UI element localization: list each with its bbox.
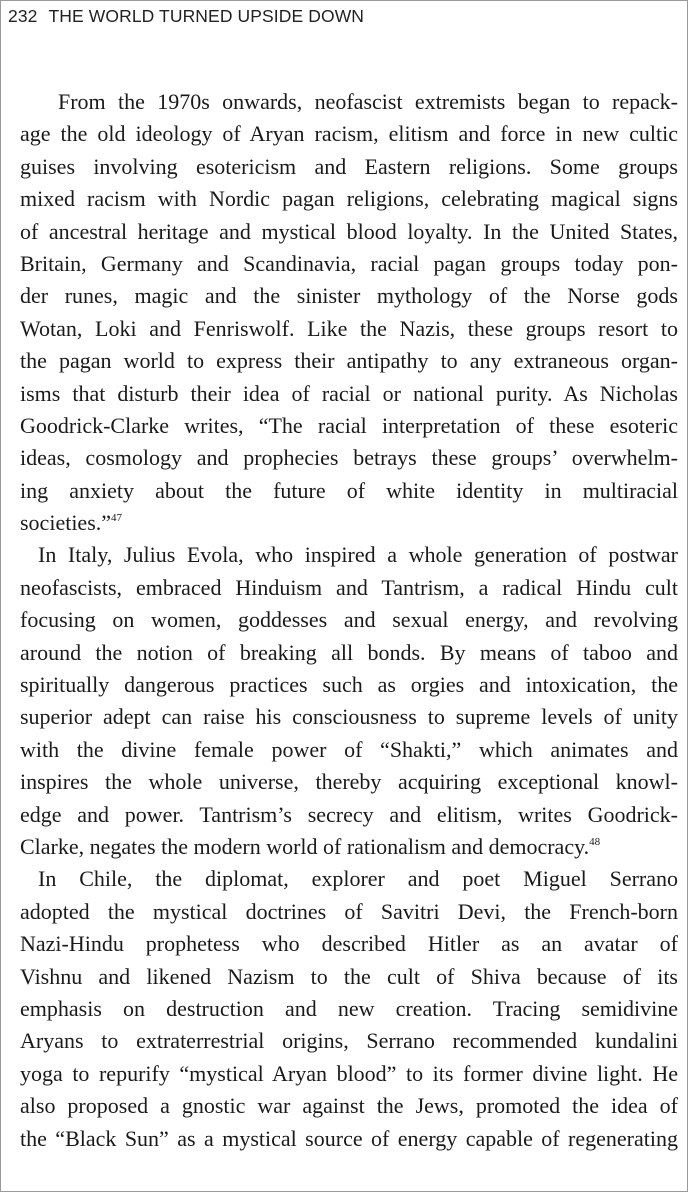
text-line: the pagan world to express their antipathy to any extraneous organ- (20, 348, 678, 374)
paragraph-1 (20, 86, 678, 539)
text-line: edge and power. Tantrism’s secrecy and elitism, writes Goodrick- (20, 801, 678, 827)
text-line: Clarke, negates the modern world of rationalism and democracy. (20, 833, 590, 859)
text-line: yoga to repurify “mystical Aryan blood” to its former divine light. He (20, 1060, 678, 1086)
text-line: emphasis on destruction and new creation. Tracing semidivine (20, 995, 678, 1021)
text-line: mixed racism with Nordic pagan religions, celebrating magical signs (20, 186, 678, 212)
text-line: with the divine female power of “Shakti,” which animates and (20, 736, 678, 762)
text-line: ideas, cosmology and prophecies betrays these groups’ overwhelm- (20, 445, 678, 471)
page-number: 232 (8, 6, 38, 26)
text-line: around the notion of breaking all bonds. By means of taboo and (20, 639, 678, 665)
text-line: Vishnu and likened Nazism to the cult of Shiva because of its (20, 963, 678, 989)
text-line: In Chile, the diplomat, explorer and poet Miguel Serrano (38, 866, 678, 892)
text-line: focusing on women, goddesses and sexual energy, and revolving (20, 607, 678, 633)
paragraph-3 (20, 863, 678, 1155)
text-line-last (20, 831, 678, 863)
text-line-last (20, 507, 678, 539)
text-line: adopted the mystical doctrines of Savitri Devi, the French-born (20, 898, 678, 924)
text-line: also proposed a gnostic war against the Jews, promoted the idea of (20, 1093, 678, 1119)
footnote-ref-48[interactable]: 48 (589, 835, 601, 848)
text-line: From the 1970s onwards, neofascist extremists began to repack- (58, 89, 678, 114)
text-line: Goodrick-Clarke writes, “The racial interpretation of these esoteric (20, 412, 678, 438)
running-head (8, 6, 364, 27)
running-head-title: THE WORLD TURNED UPSIDE DOWN (48, 6, 365, 26)
text-line: Wotan, Loki and Fenriswolf. Like the Nazis, these groups resort to (20, 315, 678, 341)
text-line: age the old ideology of Aryan racism, elitism and force in new cultic (20, 121, 678, 147)
text-line: Aryans to extraterrestrial origins, Serrano recommended kundalini (20, 1028, 678, 1054)
paragraph-2 (20, 539, 678, 863)
text-line: In Italy, Julius Evola, who inspired a whole generation of postwar (38, 542, 678, 568)
text-line: of ancestral heritage and mystical blood loyalty. In the United States, (20, 218, 678, 244)
text-line: guises involving esotericism and Eastern religions. Some groups (20, 153, 678, 179)
body-text (20, 86, 678, 1155)
footnote-ref-47[interactable]: 47 (111, 512, 123, 525)
text-line: Nazi-Hindu prophetess who described Hitler as an avatar of (20, 931, 678, 957)
text-line: ing anxiety about the future of white identity in multiracial (20, 477, 678, 503)
text-line: neofascists, embraced Hinduism and Tantrism, a radical Hindu cult (20, 574, 678, 600)
text-line: spiritually dangerous practices such as orgies and intoxication, the (20, 672, 678, 698)
text-line: the “Black Sun” as a mystical source of energy capable of regenerating (20, 1125, 678, 1151)
text-line: societies.” (20, 510, 112, 536)
text-line: isms that disturb their idea of racial or national purity. As Nicholas (20, 380, 678, 406)
text-line: inspires the whole universe, thereby acquiring exceptional knowl- (20, 769, 678, 795)
text-line: der runes, magic and the sinister mythology of the Norse gods (20, 283, 678, 309)
text-line: superior adept can raise his consciousness to supreme levels of unity (20, 704, 678, 730)
text-line: Britain, Germany and Scandinavia, racial pagan groups today pon- (20, 250, 678, 276)
